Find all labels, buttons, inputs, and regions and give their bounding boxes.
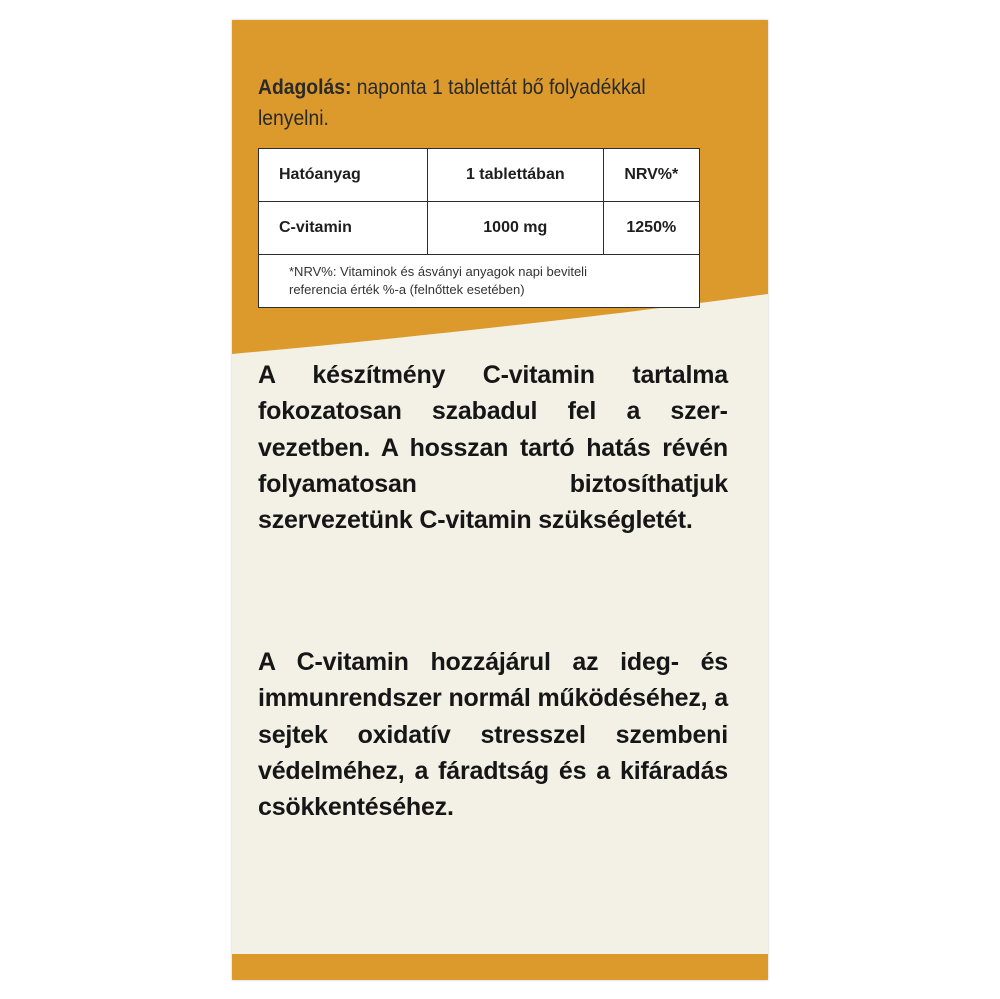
bottom-strip-shape bbox=[232, 954, 768, 980]
table-row bbox=[259, 202, 699, 255]
nutrition-table bbox=[259, 149, 699, 255]
nrv-footnote bbox=[259, 255, 699, 299]
description-paragraph: A készítmény C-vitamin tartalma fokozatosan szabadul fel a szervezetben. A hosszan tartó hatás révén folyamatosan biztosíthatjuk szervezetünk C-vitamin szükségletét. bbox=[258, 361, 728, 535]
orange-bottom-strip bbox=[232, 954, 768, 980]
footnote-line: *NRV%: Vitaminok és ásványi anyagok napi beviteli bbox=[289, 264, 587, 279]
table-cell: 1000 mg bbox=[428, 202, 604, 255]
dosage-label: Adagolás: bbox=[258, 76, 352, 99]
table-header-cell: NRV%* bbox=[603, 149, 699, 202]
table-cell: C-vitamin bbox=[259, 202, 428, 255]
dosage-text: naponta 1 tablettát bő folyadékkal lenyelni. bbox=[258, 76, 646, 130]
table-cell: 1250% bbox=[603, 202, 699, 255]
table-header-cell: 1 tablettában bbox=[428, 149, 604, 202]
product-box-side-panel bbox=[232, 20, 768, 980]
table-header-cell: Hatóanyag bbox=[259, 149, 428, 202]
health-claim-paragraph: A C-vitamin hozzájárul az ideg- és immunrendszer normál működéséhez, a sejtek oxidatív stresszel szembeni védelméhez, a fáradtság és a kifáradás csökkentéséhez. bbox=[258, 648, 728, 822]
dosage-instructions bbox=[258, 72, 700, 134]
nutrition-table-box bbox=[258, 148, 700, 308]
footnote-line: referencia érték %-a (felnőttek esetében) bbox=[289, 282, 525, 297]
table-header-row bbox=[259, 149, 699, 202]
